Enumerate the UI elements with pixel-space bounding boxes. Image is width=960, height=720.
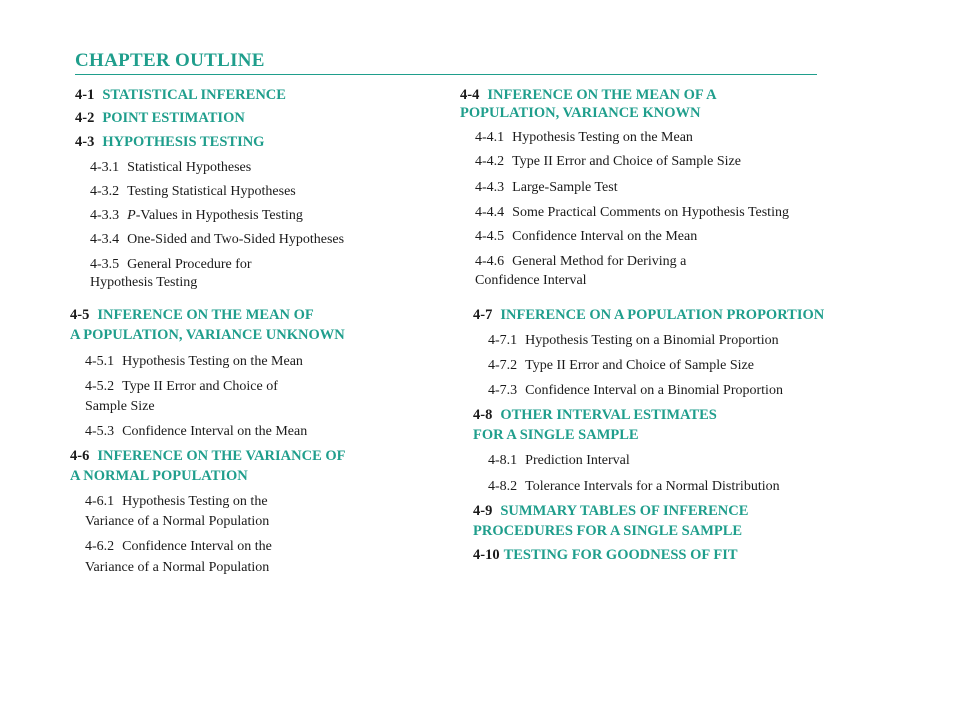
section-title: TESTING FOR GOODNESS OF FIT: [503, 547, 738, 563]
section-title: HYPOTHESIS TESTING: [102, 134, 265, 150]
subsection-number: 4-4.5: [475, 229, 505, 244]
subsection-number: 4-3.3: [90, 208, 120, 223]
section-title: INFERENCE ON THE MEAN OF: [97, 307, 314, 323]
section-4-1: [75, 86, 286, 105]
subsection-4-3-4: [90, 230, 344, 249]
subsection-4-3-1: [90, 158, 251, 177]
section-4-9-continued: PROCEDURES FOR A SINGLE SAMPLE: [473, 523, 743, 539]
subsection-number: 4-8.2: [488, 479, 518, 494]
subsection-4-3-5: [90, 255, 252, 274]
subsection-title-italic: P: [127, 208, 136, 223]
subsection-title: Confidence Interval on the Mean: [512, 229, 698, 244]
subsection-4-4-4: [475, 203, 789, 222]
subsection-4-5-2: [85, 377, 278, 396]
subsection-number: 4-8.1: [488, 453, 518, 468]
section-4-5-continued: A POPULATION, VARIANCE UNKNOWN: [70, 327, 345, 343]
section-number: 4-7: [473, 307, 493, 323]
subsection-title: Hypothesis Testing on the Mean: [122, 354, 303, 369]
subsection-4-5-1: [85, 352, 303, 371]
subsection-number: 4-4.1: [475, 130, 505, 145]
section-number: 4-9: [473, 503, 493, 519]
subsection-number: 4-5.1: [85, 354, 115, 369]
section-4-3: [75, 133, 264, 152]
section-number: 4-6: [70, 448, 90, 464]
subsection-number: 4-7.1: [488, 333, 518, 348]
subsection-title: Tolerance Intervals for a Normal Distribution: [525, 479, 780, 494]
subsection-4-3-5-continued: Hypothesis Testing: [90, 275, 198, 290]
subsection-title: Testing Statistical Hypotheses: [127, 184, 296, 199]
subsection-4-4-6: [475, 252, 686, 271]
section-title: SUMMARY TABLES OF INFERENCE: [500, 503, 749, 519]
section-title: POINT ESTIMATION: [102, 110, 245, 126]
section-4-7: [473, 306, 824, 325]
subsection-number: 4-4.4: [475, 205, 505, 220]
subsection-title: Confidence Interval on a Binomial Proportion: [525, 383, 783, 398]
section-number: 4-8: [473, 407, 493, 423]
subsection-number: 4-3.5: [90, 257, 120, 272]
subsection-number: 4-4.6: [475, 254, 505, 269]
subsection-4-7-2: [488, 356, 754, 375]
subsection-4-5-3: [85, 422, 307, 441]
subsection-title: General Method for Deriving a: [512, 254, 687, 269]
section-4-4: [460, 86, 717, 105]
section-number: 4-3: [75, 134, 95, 150]
subsection-4-3-3: [90, 206, 303, 225]
subsection-title: Hypothesis Testing on the: [122, 494, 268, 509]
subsection-4-3-2: [90, 182, 296, 201]
section-number: 4-10: [473, 547, 500, 563]
section-number: 4-5: [70, 307, 90, 323]
subsection-4-4-1: [475, 128, 693, 147]
subsection-title: Confidence Interval on the: [122, 539, 272, 554]
subsection-4-6-2-continued: Variance of a Normal Population: [85, 560, 270, 575]
subsection-4-6-1: [85, 492, 268, 511]
subsection-title: Confidence Interval on the Mean: [122, 424, 308, 439]
subsection-title: Type II Error and Choice of Sample Size: [512, 154, 741, 169]
subsection-title: Large-Sample Test: [512, 180, 618, 195]
subsection-number: 4-5.3: [85, 424, 115, 439]
section-number: 4-1: [75, 87, 95, 103]
subsection-4-6-2: [85, 537, 272, 556]
section-4-9: [473, 502, 748, 521]
subsection-title: Hypothesis Testing on the Mean: [512, 130, 693, 145]
subsection-4-5-2-continued: Sample Size: [85, 399, 155, 414]
subsection-number: 4-6.1: [85, 494, 115, 509]
subsection-title: One-Sided and Two-Sided Hypotheses: [127, 232, 345, 247]
subsection-title: General Procedure for: [127, 257, 252, 272]
subsection-number: 4-4.2: [475, 154, 505, 169]
subsection-title: Statistical Hypotheses: [127, 160, 252, 175]
subsection-number: 4-4.3: [475, 180, 505, 195]
subsection-number: 4-7.3: [488, 383, 518, 398]
subsection-4-4-5: [475, 227, 697, 246]
subsection-title: Hypothesis Testing on a Binomial Proportion: [525, 333, 779, 348]
section-title: STATISTICAL INFERENCE: [102, 87, 286, 103]
subsection-title: Type II Error and Choice of: [122, 379, 278, 394]
section-4-2: [75, 109, 245, 128]
subsection-number: 4-6.2: [85, 539, 115, 554]
section-4-5: [70, 306, 314, 325]
subsection-4-6-1-continued: Variance of a Normal Population: [85, 514, 270, 529]
subsection-number: 4-7.2: [488, 358, 518, 373]
subsection-4-8-2: [488, 477, 780, 496]
subsection-title: -Values in Hypothesis Testing: [135, 208, 303, 223]
section-number: 4-4: [460, 87, 480, 103]
section-4-6-continued: A NORMAL POPULATION: [70, 468, 248, 484]
chapter-outline-title: CHAPTER OUTLINE: [75, 50, 265, 71]
subsection-4-4-3: [475, 178, 618, 197]
section-title: INFERENCE ON A POPULATION PROPORTION: [500, 307, 825, 323]
section-4-4-continued: POPULATION, VARIANCE KNOWN: [460, 105, 701, 121]
section-title: OTHER INTERVAL ESTIMATES: [500, 407, 717, 423]
section-4-10: [473, 546, 738, 565]
section-title: INFERENCE ON THE VARIANCE OF: [97, 448, 346, 464]
subsection-title: Type II Error and Choice of Sample Size: [525, 358, 754, 373]
section-4-6: [70, 447, 346, 466]
subsection-number: 4-3.1: [90, 160, 120, 175]
subsection-title: Prediction Interval: [525, 453, 630, 468]
subsection-4-4-6-continued: Confidence Interval: [475, 273, 587, 288]
section-4-8-continued: FOR A SINGLE SAMPLE: [473, 427, 639, 443]
subsection-4-7-3: [488, 381, 783, 400]
section-4-8: [473, 406, 717, 425]
subsection-number: 4-3.2: [90, 184, 120, 199]
title-underline: [75, 74, 817, 75]
subsection-number: 4-5.2: [85, 379, 115, 394]
section-title: INFERENCE ON THE MEAN OF A: [487, 87, 717, 103]
subsection-4-8-1: [488, 451, 630, 470]
subsection-number: 4-3.4: [90, 232, 120, 247]
subsection-4-7-1: [488, 331, 779, 350]
section-number: 4-2: [75, 110, 95, 126]
subsection-4-4-2: [475, 152, 741, 171]
subsection-title: Some Practical Comments on Hypothesis Testing: [512, 205, 789, 220]
